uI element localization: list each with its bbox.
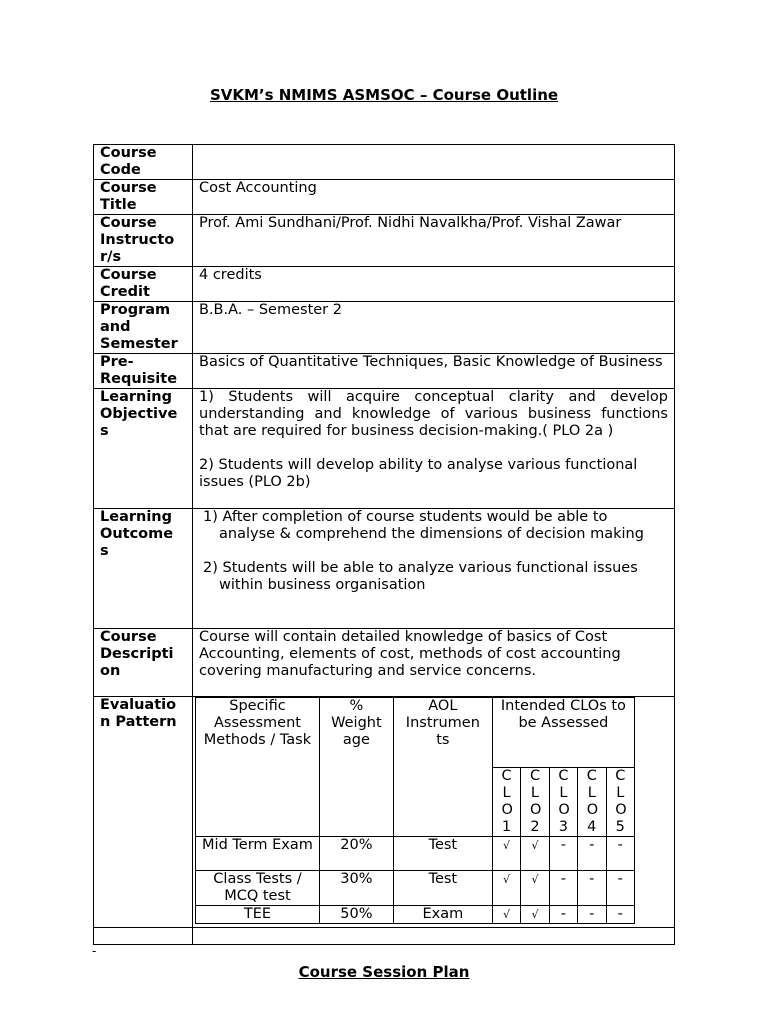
value-evaluation-pattern [193, 697, 675, 928]
value-course-description: Course will contain detailed knowledge of basics of Cost Accounting, elements of cost, methods of cost accounting covering manufacturing and service concerns. [193, 629, 675, 697]
label-course-instructor: Course Instructo r/s [94, 215, 193, 267]
clo-mark: - [578, 906, 606, 924]
eval-method: TEE [196, 906, 320, 924]
label-learning-outcomes: Learning Outcome s [94, 509, 193, 629]
row-learning-objectives [94, 389, 675, 509]
clo-header: CLO2 [521, 768, 549, 837]
value-course-code [193, 145, 675, 180]
value-prerequisite: Basics of Quantitative Techniques, Basic Knowledge of Business [193, 354, 675, 389]
label-course-code: Course Code [94, 145, 193, 180]
value-learning-objectives [193, 389, 675, 509]
label-program-semester: Program and Semester [94, 302, 193, 354]
clo-mark: √ [521, 871, 549, 906]
clo-mark: - [549, 906, 577, 924]
label-evaluation-pattern: Evaluatio n Pattern [94, 697, 193, 928]
label-course-credit: Course Credit [94, 267, 193, 302]
clo-mark: √ [521, 906, 549, 924]
eval-aol: Test [393, 837, 492, 871]
eval-aol: Test [393, 871, 492, 906]
eval-method: Class Tests / MCQ test [196, 871, 320, 906]
eval-aol: Exam [393, 906, 492, 924]
eval-weight: 50% [319, 906, 393, 924]
clo-mark: - [578, 871, 606, 906]
label-course-title: Course Title [94, 180, 193, 215]
value-course-instructor: Prof. Ami Sundhani/Prof. Nidhi Navalkha/Prof. Vishal Zawar [193, 215, 675, 267]
clo-header: CLO3 [549, 768, 577, 837]
label-learning-objectives: Learning Objective s [94, 389, 193, 509]
clo-mark: √ [492, 871, 520, 906]
evaluation-row [196, 837, 635, 871]
clo-mark: - [606, 906, 635, 924]
objective-item: 2) Students will develop ability to analyse various functional issues (PLO 2b) [199, 457, 638, 490]
eval-weight: 20% [319, 837, 393, 871]
row-prerequisite [94, 354, 675, 389]
stray-mark: - [92, 944, 97, 958]
clo-header: CLO5 [606, 768, 635, 837]
row-course-instructor [94, 215, 675, 267]
header-assessment-method: Specific Assessment Methods / Task [196, 698, 320, 837]
row-course-code [94, 145, 675, 180]
row-course-description [94, 629, 675, 697]
value-learning-outcomes [193, 509, 675, 629]
value-course-title: Cost Accounting [193, 180, 675, 215]
document-title: SVKM’s NMIMS ASMSOC – Course Outline [209, 86, 559, 104]
value-program-semester: B.B.A. – Semester 2 [193, 302, 675, 354]
clo-mark: √ [521, 837, 549, 871]
row-empty-final [94, 928, 675, 945]
outcome-item: 2) Students will be able to analyze various functional issues within business organisation [203, 560, 638, 593]
course-outline-table [93, 144, 675, 945]
header-intended-clos: Intended CLOs to be Assessed [492, 698, 634, 768]
eval-weight: 30% [319, 871, 393, 906]
evaluation-row [196, 906, 635, 924]
value-course-credit: 4 credits [193, 267, 675, 302]
eval-method: Mid Term Exam [196, 837, 320, 871]
clo-mark: √ [492, 906, 520, 924]
evaluation-row [196, 871, 635, 906]
clo-mark: - [606, 871, 635, 906]
course-session-plan-title: Course Session Plan [298, 963, 470, 981]
clo-mark: √ [492, 837, 520, 871]
row-evaluation-pattern [94, 697, 675, 928]
clo-header: CLO4 [578, 768, 606, 837]
header-weightage: % Weight age [319, 698, 393, 837]
clo-mark: - [578, 837, 606, 871]
outcome-item: 1) After completion of course students would be able to analyse & comprehend the dimensions of decision making [203, 509, 644, 542]
row-course-title [94, 180, 675, 215]
empty-cell [193, 928, 675, 945]
evaluation-table [195, 697, 635, 924]
objective-item: 1) Students will acquire conceptual clarity and develop understanding and knowledge of various business functions that are required for business decision-making.( PLO 2a ) [199, 389, 668, 439]
row-program-semester [94, 302, 675, 354]
header-aol-instruments: AOL Instrumen ts [393, 698, 492, 837]
label-prerequisite: Pre-Requisite [94, 354, 193, 389]
clo-mark: - [549, 837, 577, 871]
clo-mark: - [549, 871, 577, 906]
row-course-credit [94, 267, 675, 302]
clo-header: CLO1 [492, 768, 520, 837]
row-learning-outcomes [94, 509, 675, 629]
label-course-description: Course Descripti on [94, 629, 193, 697]
clo-mark: - [606, 837, 635, 871]
empty-cell [94, 928, 193, 945]
